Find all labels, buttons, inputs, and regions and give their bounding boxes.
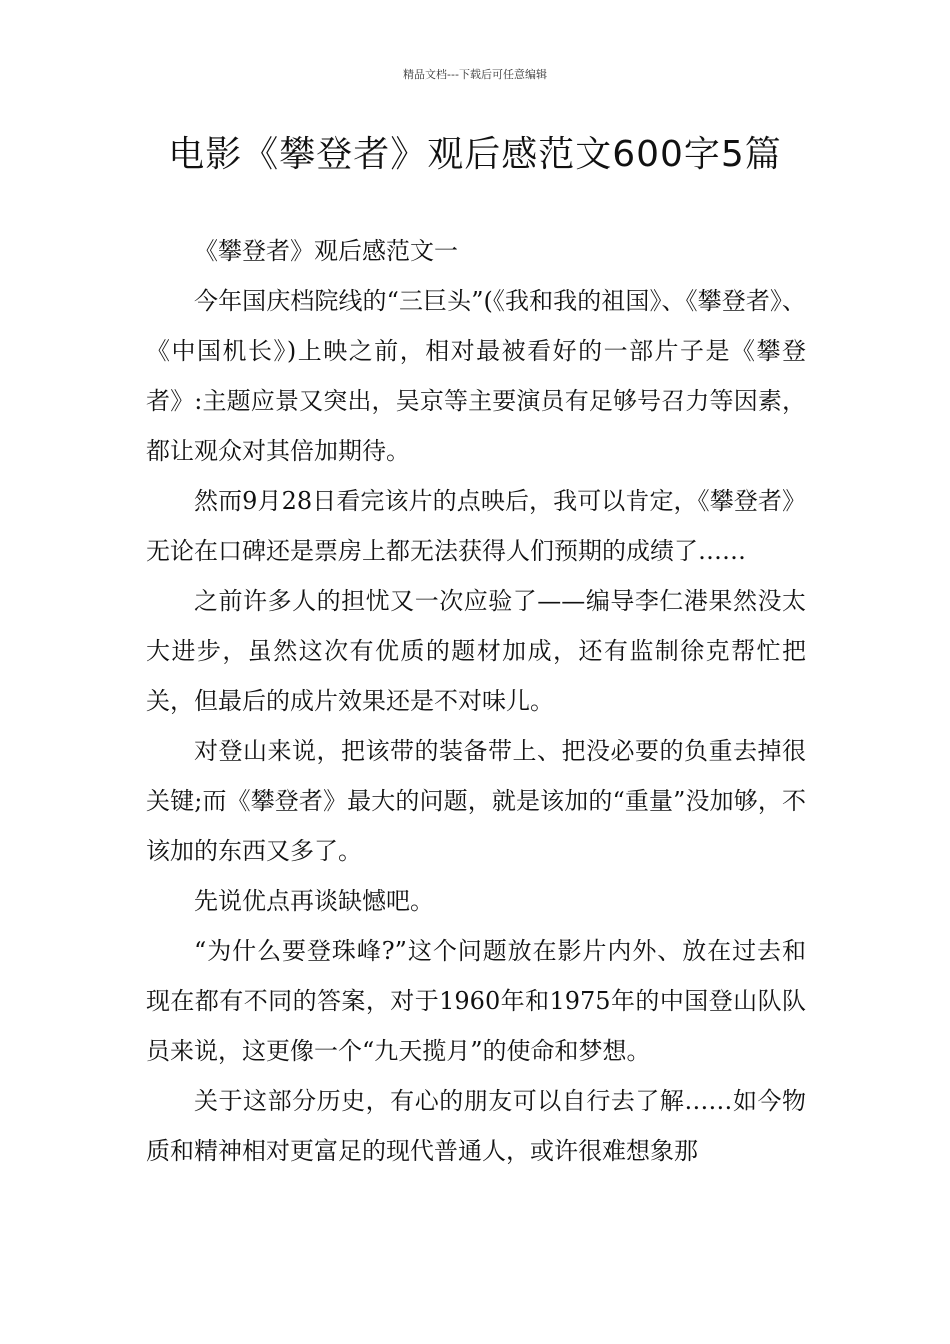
paragraph: 然而9月28日看完该片的点映后，我可以肯定，《攀登者》无论在口碑还是票房上都无法获得人们预期的成绩了…… (146, 487, 806, 565)
header-note: 精品文档---下载后可任意编辑 (403, 68, 547, 81)
paragraph: 关于这部分历史，有心的朋友可以自行去了解……如今物质和精神相对更富足的现代普通人，或许很难想象那 (146, 1087, 806, 1165)
paragraph: 之前许多人的担忧又一次应验了——编导李仁港果然没太大进步，虽然这次有优质的题材加成，还有监制徐克帮忙把关，但最后的成片效果还是不对味儿。 (146, 587, 806, 715)
paragraph: 对登山来说，把该带的装备带上、把没必要的负重去掉很关键;而《攀登者》最大的问题，就是该加的“重量”没加够，不该加的东西又多了。 (146, 737, 806, 865)
document-body (146, 226, 806, 1176)
document-title: 电影《攀登者》观后感范文600字5篇 (168, 134, 782, 175)
paragraph: 先说优点再谈缺憾吧。 (194, 887, 434, 915)
paragraph: 今年国庆档院线的“三巨头”(《我和我的祖国》、《攀登者》、《中国机长》)上映之前，相对最被看好的一部片子是《攀登者》:主题应景又突出，吴京等主要演员有足够号召力等因素，都让观众对其倍加期待。 (146, 287, 806, 465)
paragraph: “为什么要登珠峰?”这个问题放在影片内外、放在过去和现在都有不同的答案，对于1960年和1975年的中国登山队队员来说，这更像一个“九天揽月”的使命和梦想。 (146, 937, 806, 1065)
paragraph-subtitle: 《攀登者》观后感范文一 (194, 237, 458, 265)
